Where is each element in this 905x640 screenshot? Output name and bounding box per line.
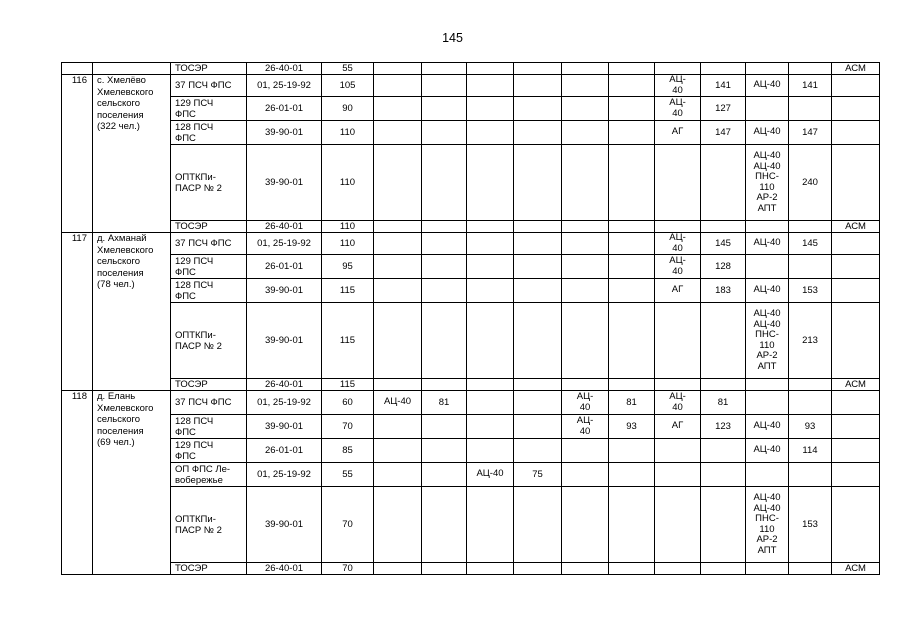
equipment-cell: [374, 279, 422, 303]
value-cell: [609, 145, 655, 221]
equipment-cell: АЦ- 40: [655, 255, 701, 279]
equipment-cell: [562, 75, 609, 97]
table-row: [62, 415, 880, 439]
value-cell: [422, 63, 467, 75]
special-equipment-cell: [832, 463, 880, 487]
equipment-cell: АЦ- 40: [655, 97, 701, 121]
value-cell: 213: [789, 303, 832, 379]
value-cell: [609, 75, 655, 97]
special-equipment-cell: АСМ: [832, 379, 880, 391]
table-row: [62, 563, 880, 575]
value-cell: [422, 145, 467, 221]
value-cell: 123: [701, 415, 746, 439]
fire-unit-cell: ОПТКПи- ПАСР № 2: [171, 303, 247, 379]
value-cell: [514, 487, 562, 563]
equipment-cell: [562, 221, 609, 233]
distance-cell: 115: [322, 279, 374, 303]
equipment-cell: АЦ- 40: [562, 415, 609, 439]
distance-cell: 60: [322, 391, 374, 415]
special-equipment-cell: [832, 487, 880, 563]
distance-cell: 70: [322, 415, 374, 439]
distance-cell: 115: [322, 303, 374, 379]
equipment-cell: [374, 97, 422, 121]
phone-cell: 01, 25-19-92: [247, 75, 322, 97]
row-number: 116: [62, 75, 93, 233]
phone-cell: 26-01-01: [247, 97, 322, 121]
equipment-cell: АЦ-40: [746, 439, 789, 463]
value-cell: [422, 121, 467, 145]
value-cell: [609, 487, 655, 563]
fire-unit-cell: 128 ПСЧ ФПС: [171, 121, 247, 145]
value-cell: [514, 391, 562, 415]
equipment-cell: [374, 221, 422, 233]
equipment-cell: [562, 487, 609, 563]
equipment-cell: [467, 75, 514, 97]
value-cell: [789, 221, 832, 233]
equipment-cell: [562, 63, 609, 75]
special-equipment-cell: [832, 303, 880, 379]
table-row: [62, 221, 880, 233]
value-cell: 127: [701, 97, 746, 121]
phone-cell: 26-40-01: [247, 563, 322, 575]
value-cell: [422, 97, 467, 121]
phone-cell: 39-90-01: [247, 279, 322, 303]
value-cell: 147: [701, 121, 746, 145]
phone-cell: 26-01-01: [247, 255, 322, 279]
equipment-cell: АЦ-40 АЦ-40 ПНС- 110 АР-2 АПТ: [746, 303, 789, 379]
phone-cell: 01, 25-19-92: [247, 233, 322, 255]
settlement-cell: д. Елань Хмелевского сельского поселения (69 чел.): [93, 391, 171, 575]
value-cell: [701, 463, 746, 487]
distance-cell: 110: [322, 221, 374, 233]
value-cell: 147: [789, 121, 832, 145]
equipment-cell: [655, 487, 701, 563]
special-equipment-cell: [832, 233, 880, 255]
fire-unit-cell: 129 ПСЧ ФПС: [171, 255, 247, 279]
special-equipment-cell: АСМ: [832, 221, 880, 233]
equipment-cell: [374, 303, 422, 379]
table-row: [62, 97, 880, 121]
value-cell: 81: [609, 391, 655, 415]
equipment-cell: [655, 439, 701, 463]
equipment-cell: [562, 279, 609, 303]
equipment-cell: [746, 563, 789, 575]
value-cell: [514, 75, 562, 97]
equipment-cell: [655, 563, 701, 575]
equipment-cell: [374, 415, 422, 439]
equipment-cell: [467, 255, 514, 279]
equipment-cell: [467, 391, 514, 415]
distance-cell: 70: [322, 563, 374, 575]
distance-cell: 90: [322, 97, 374, 121]
value-cell: [789, 255, 832, 279]
value-cell: 75: [514, 463, 562, 487]
equipment-cell: [467, 303, 514, 379]
value-cell: [514, 97, 562, 121]
value-cell: [422, 487, 467, 563]
value-cell: [701, 487, 746, 563]
fire-unit-cell: ТОСЭР: [171, 63, 247, 75]
table-row: [62, 233, 880, 255]
table-row: [62, 121, 880, 145]
equipment-cell: АЦ-40 АЦ-40 ПНС- 110 АР-2 АПТ: [746, 487, 789, 563]
value-cell: [701, 145, 746, 221]
settlement-cell: д. Ахманай Хмелевского сельского поселения (78 чел.): [93, 233, 171, 391]
row-number: [62, 63, 93, 75]
value-cell: [701, 379, 746, 391]
equipment-cell: [374, 255, 422, 279]
value-cell: 93: [609, 415, 655, 439]
value-cell: 240: [789, 145, 832, 221]
equipment-cell: [374, 563, 422, 575]
value-cell: 141: [701, 75, 746, 97]
value-cell: [609, 63, 655, 75]
equipment-cell: [655, 63, 701, 75]
equipment-cell: [562, 439, 609, 463]
value-cell: [422, 75, 467, 97]
value-cell: [514, 279, 562, 303]
phone-cell: 39-90-01: [247, 121, 322, 145]
value-cell: [422, 255, 467, 279]
value-cell: [514, 221, 562, 233]
value-cell: [609, 121, 655, 145]
phone-cell: 26-01-01: [247, 439, 322, 463]
special-equipment-cell: [832, 391, 880, 415]
phone-cell: 39-90-01: [247, 303, 322, 379]
phone-cell: 26-40-01: [247, 63, 322, 75]
equipment-cell: [562, 233, 609, 255]
equipment-cell: [746, 379, 789, 391]
equipment-cell: [467, 379, 514, 391]
table-row: [62, 75, 880, 97]
equipment-cell: АГ: [655, 415, 701, 439]
equipment-cell: [467, 487, 514, 563]
value-cell: [609, 463, 655, 487]
equipment-cell: [746, 255, 789, 279]
distance-cell: 110: [322, 233, 374, 255]
value-cell: 153: [789, 487, 832, 563]
fire-unit-cell: 129 ПСЧ ФПС: [171, 97, 247, 121]
value-cell: [609, 563, 655, 575]
special-equipment-cell: [832, 279, 880, 303]
fire-unit-cell: ОПТКПи- ПАСР № 2: [171, 145, 247, 221]
equipment-cell: [374, 145, 422, 221]
table-row: [62, 439, 880, 463]
value-cell: [701, 563, 746, 575]
distance-cell: 115: [322, 379, 374, 391]
equipment-cell: [562, 379, 609, 391]
value-cell: [609, 233, 655, 255]
fire-response-table: [61, 62, 880, 575]
equipment-cell: [374, 121, 422, 145]
equipment-cell: [562, 145, 609, 221]
phone-cell: 01, 25-19-92: [247, 391, 322, 415]
distance-cell: 95: [322, 255, 374, 279]
equipment-cell: АЦ- 40: [655, 75, 701, 97]
value-cell: [514, 233, 562, 255]
equipment-cell: [467, 97, 514, 121]
value-cell: [422, 563, 467, 575]
value-cell: [789, 391, 832, 415]
value-cell: [514, 415, 562, 439]
special-equipment-cell: [832, 439, 880, 463]
equipment-cell: [746, 97, 789, 121]
table-row: [62, 279, 880, 303]
value-cell: 145: [701, 233, 746, 255]
equipment-cell: [467, 221, 514, 233]
value-cell: [609, 255, 655, 279]
phone-cell: 39-90-01: [247, 145, 322, 221]
equipment-cell: АЦ- 40: [655, 391, 701, 415]
special-equipment-cell: [832, 255, 880, 279]
row-number: 118: [62, 391, 93, 575]
special-equipment-cell: [832, 121, 880, 145]
equipment-cell: [374, 75, 422, 97]
distance-cell: 55: [322, 63, 374, 75]
table-row: [62, 303, 880, 379]
equipment-cell: [562, 97, 609, 121]
value-cell: [701, 439, 746, 463]
fire-unit-cell: 128 ПСЧ ФПС: [171, 279, 247, 303]
value-cell: [514, 563, 562, 575]
value-cell: [514, 303, 562, 379]
value-cell: [422, 221, 467, 233]
equipment-cell: [467, 439, 514, 463]
phone-cell: 39-90-01: [247, 415, 322, 439]
equipment-cell: [655, 379, 701, 391]
value-cell: 183: [701, 279, 746, 303]
value-cell: [422, 439, 467, 463]
value-cell: [422, 279, 467, 303]
special-equipment-cell: АСМ: [832, 63, 880, 75]
distance-cell: 105: [322, 75, 374, 97]
equipment-cell: АЦ-40: [746, 415, 789, 439]
value-cell: 81: [422, 391, 467, 415]
equipment-cell: [374, 63, 422, 75]
value-cell: [514, 439, 562, 463]
table-row: [62, 255, 880, 279]
table-row: [62, 391, 880, 415]
value-cell: [422, 415, 467, 439]
value-cell: [609, 303, 655, 379]
equipment-cell: [562, 121, 609, 145]
equipment-cell: АЦ-40: [746, 233, 789, 255]
equipment-cell: [746, 63, 789, 75]
distance-cell: 85: [322, 439, 374, 463]
special-equipment-cell: [832, 415, 880, 439]
value-cell: 114: [789, 439, 832, 463]
equipment-cell: [746, 463, 789, 487]
settlement-cell: [93, 63, 171, 75]
fire-unit-cell: 37 ПСЧ ФПС: [171, 233, 247, 255]
fire-unit-cell: ОПТКПи- ПАСР № 2: [171, 487, 247, 563]
phone-cell: 26-40-01: [247, 379, 322, 391]
equipment-cell: АЦ-40: [746, 75, 789, 97]
value-cell: [609, 97, 655, 121]
distance-cell: 70: [322, 487, 374, 563]
equipment-cell: [467, 415, 514, 439]
equipment-cell: [467, 121, 514, 145]
equipment-cell: [467, 145, 514, 221]
fire-unit-cell: ТОСЭР: [171, 221, 247, 233]
value-cell: [609, 379, 655, 391]
value-cell: [789, 63, 832, 75]
equipment-cell: [467, 563, 514, 575]
phone-cell: 39-90-01: [247, 487, 322, 563]
equipment-cell: АЦ- 40: [655, 233, 701, 255]
equipment-cell: [467, 279, 514, 303]
value-cell: 93: [789, 415, 832, 439]
value-cell: [514, 255, 562, 279]
distance-cell: 110: [322, 145, 374, 221]
equipment-cell: [374, 233, 422, 255]
fire-unit-cell: 128 ПСЧ ФПС: [171, 415, 247, 439]
equipment-cell: [655, 303, 701, 379]
equipment-cell: АЦ-40: [746, 279, 789, 303]
equipment-cell: [374, 379, 422, 391]
value-cell: [609, 279, 655, 303]
equipment-cell: АГ: [655, 121, 701, 145]
value-cell: [789, 379, 832, 391]
equipment-cell: [374, 487, 422, 563]
special-equipment-cell: АСМ: [832, 563, 880, 575]
value-cell: [789, 563, 832, 575]
equipment-cell: [655, 221, 701, 233]
distance-cell: 110: [322, 121, 374, 145]
value-cell: [422, 233, 467, 255]
value-cell: [422, 463, 467, 487]
table-row: [62, 463, 880, 487]
equipment-cell: [562, 563, 609, 575]
fire-unit-cell: 37 ПСЧ ФПС: [171, 75, 247, 97]
value-cell: 81: [701, 391, 746, 415]
value-cell: [514, 121, 562, 145]
value-cell: [789, 463, 832, 487]
phone-cell: 26-40-01: [247, 221, 322, 233]
value-cell: [514, 63, 562, 75]
equipment-cell: [746, 391, 789, 415]
page-number: 145: [442, 31, 463, 45]
fire-unit-cell: ОП ФПС Ле- вобережье: [171, 463, 247, 487]
equipment-cell: [655, 145, 701, 221]
equipment-cell: АЦ-40: [746, 121, 789, 145]
equipment-cell: АЦ-40: [374, 391, 422, 415]
special-equipment-cell: [832, 75, 880, 97]
value-cell: [701, 303, 746, 379]
value-cell: 141: [789, 75, 832, 97]
equipment-cell: [562, 303, 609, 379]
value-cell: 128: [701, 255, 746, 279]
equipment-cell: АЦ- 40: [562, 391, 609, 415]
special-equipment-cell: [832, 97, 880, 121]
table-row: [62, 145, 880, 221]
value-cell: [701, 221, 746, 233]
equipment-cell: [655, 463, 701, 487]
value-cell: [514, 145, 562, 221]
equipment-cell: [746, 221, 789, 233]
table-row: [62, 379, 880, 391]
equipment-cell: [562, 255, 609, 279]
fire-unit-cell: 129 ПСЧ ФПС: [171, 439, 247, 463]
value-cell: [701, 63, 746, 75]
equipment-cell: [562, 463, 609, 487]
equipment-cell: [374, 463, 422, 487]
equipment-cell: [467, 233, 514, 255]
phone-cell: 01, 25-19-92: [247, 463, 322, 487]
row-number: 117: [62, 233, 93, 391]
value-cell: [609, 439, 655, 463]
equipment-cell: АЦ-40 АЦ-40 ПНС- 110 АР-2 АПТ: [746, 145, 789, 221]
special-equipment-cell: [832, 145, 880, 221]
equipment-cell: АЦ-40: [467, 463, 514, 487]
equipment-cell: АГ: [655, 279, 701, 303]
fire-unit-cell: 37 ПСЧ ФПС: [171, 391, 247, 415]
value-cell: [609, 221, 655, 233]
value-cell: 145: [789, 233, 832, 255]
settlement-cell: с. Хмелёво Хмелевского сельского поселения (322 чел.): [93, 75, 171, 233]
value-cell: [514, 379, 562, 391]
value-cell: 153: [789, 279, 832, 303]
value-cell: [422, 303, 467, 379]
table-row: [62, 487, 880, 563]
table-row: [62, 63, 880, 75]
distance-cell: 55: [322, 463, 374, 487]
fire-unit-cell: ТОСЭР: [171, 379, 247, 391]
fire-unit-cell: ТОСЭР: [171, 563, 247, 575]
equipment-cell: [374, 439, 422, 463]
value-cell: [422, 379, 467, 391]
equipment-cell: [467, 63, 514, 75]
value-cell: [789, 97, 832, 121]
